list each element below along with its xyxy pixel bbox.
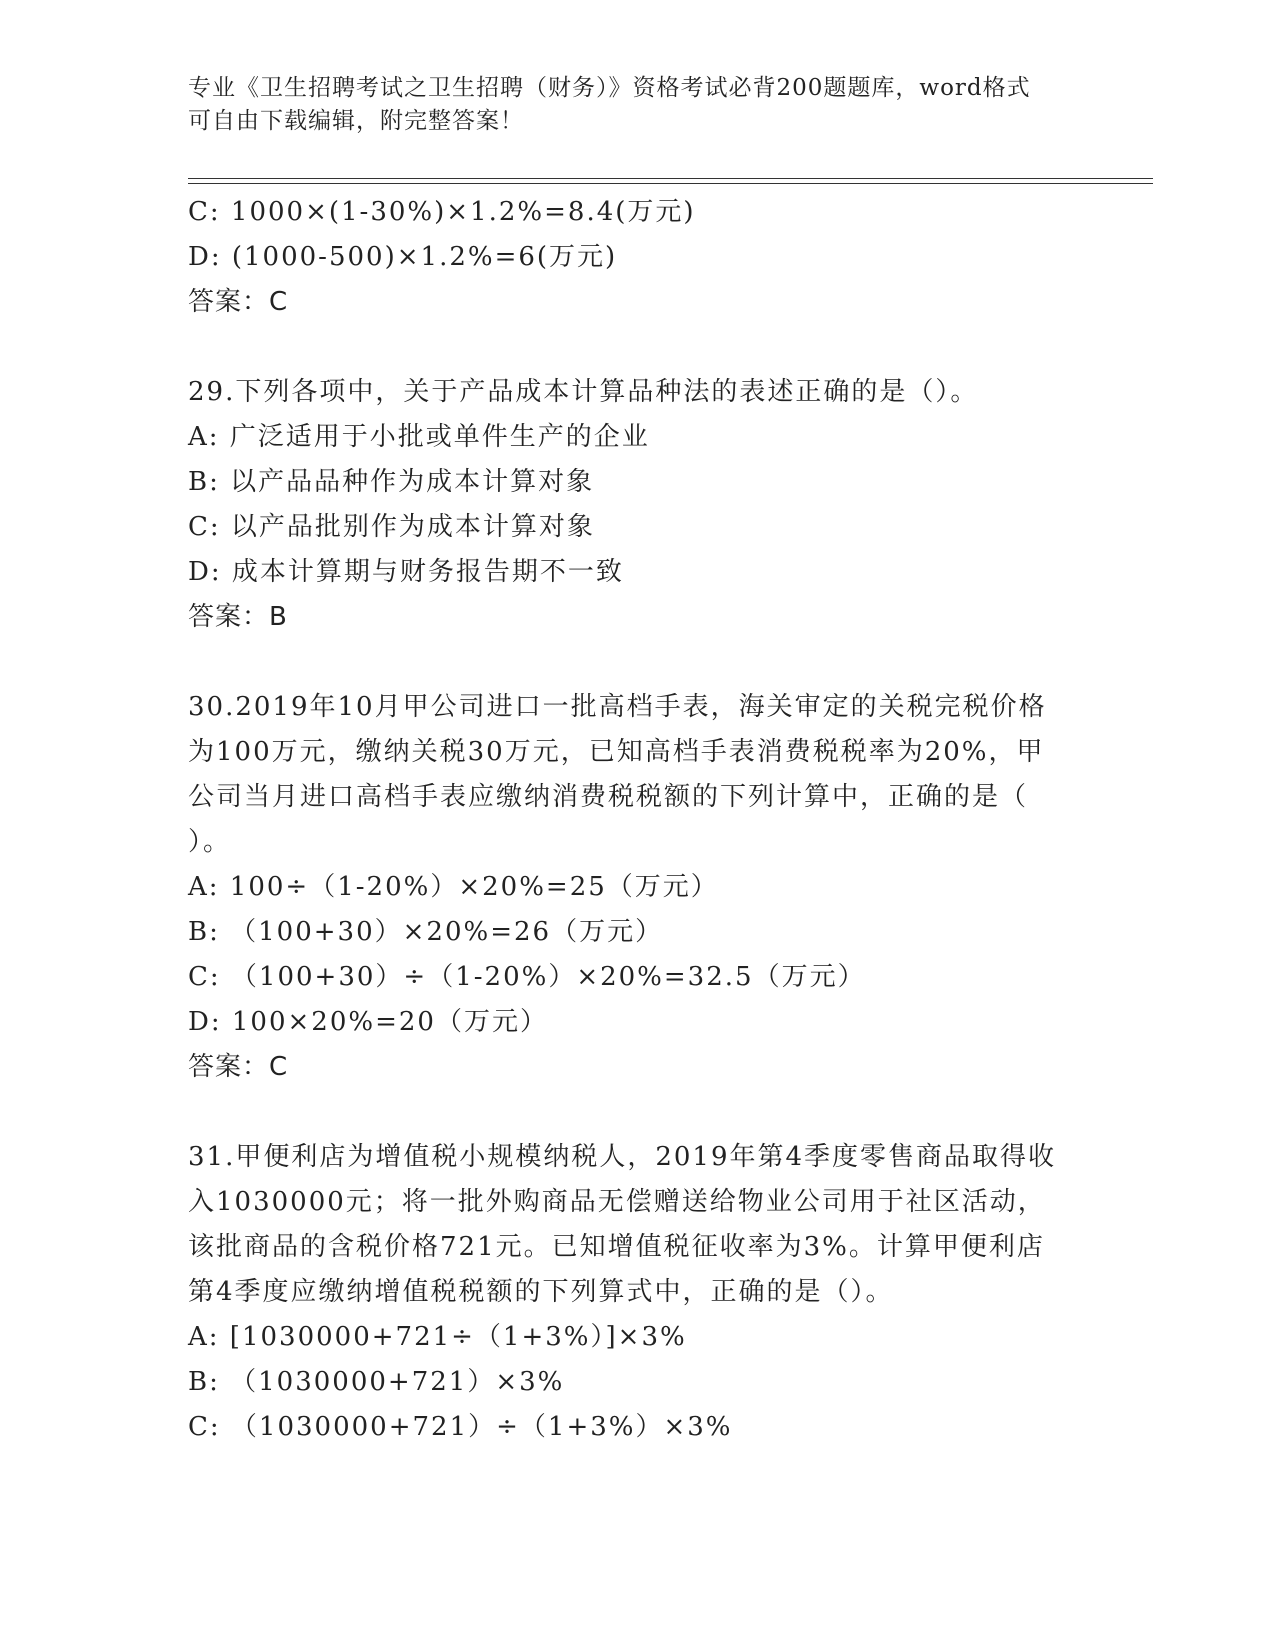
option-d: D: (1000-500)×1.2%=6(万元) — [188, 242, 618, 272]
header-divider-bottom — [188, 183, 1153, 184]
option-c: C: （1030000+721）÷（1+3%）×3% — [188, 1412, 733, 1442]
option-d: D: 成本计算期与财务报告期不一致 — [188, 557, 624, 587]
option-a: A: 100÷（1-20%）×20%=25（万元） — [188, 872, 719, 902]
question-text-line: 为100万元，缴纳关税30万元，已知高档手表消费税税率为20%，甲 — [188, 737, 1045, 767]
option-c: C: 1000×(1-30%)×1.2%=8.4(万元) — [188, 197, 696, 227]
question-text-line: 第4季度应缴纳增值税税额的下列算式中，正确的是（）。 — [188, 1277, 894, 1307]
question-28-continued — [188, 190, 1088, 325]
question-text-line: 30.2019年10月甲公司进口一批高档手表，海关审定的关税完税价格 — [188, 692, 1047, 722]
question-text-line: 公司当月进口高档手表应缴纳消费税税额的下列计算中，正确的是（ — [188, 782, 1029, 812]
option-c: C: 以产品批别作为成本计算对象 — [188, 512, 595, 542]
document-body — [188, 190, 1088, 1450]
option-d: D: 100×20%=20（万元） — [188, 1007, 548, 1037]
header-title-line-1: 专业《卫生招聘考试之卫生招聘（财务）》资格考试必背200题题库，word格式 — [188, 75, 1031, 101]
option-b: B: （100+30）×20%=26（万元） — [188, 917, 664, 947]
option-a: A: 广泛适用于小批或单件生产的企业 — [188, 422, 650, 452]
option-b: B: 以产品品种作为成本计算对象 — [188, 467, 595, 497]
option-a: A: [1030000+721÷（1+3%）]×3% — [188, 1322, 687, 1352]
header-title-line-2: 可自由下载编辑，附完整答案！ — [188, 108, 524, 134]
question-31 — [188, 1135, 1088, 1450]
document-header — [188, 72, 1068, 138]
question-30 — [188, 685, 1088, 1090]
question-text-line: 入1030000元；将一批外购商品无偿赠送给物业公司用于社区活动， — [188, 1187, 1046, 1217]
header-divider-top — [188, 178, 1153, 179]
question-text-line: 该批商品的含税价格721元。已知增值税征收率为3%。计算甲便利店 — [188, 1232, 1045, 1262]
answer-line: 答案：C — [188, 287, 289, 317]
option-c: C: （100+30）÷（1-20%）×20%=32.5（万元） — [188, 962, 866, 992]
question-text-line: ）。 — [188, 827, 232, 857]
answer-line: 答案：C — [188, 1052, 289, 1082]
answer-line: 答案：B — [188, 602, 288, 632]
question-29 — [188, 370, 1088, 640]
question-text-line: 31.甲便利店为增值税小规模纳税人，2019年第4季度零售商品取得收 — [188, 1142, 1057, 1172]
question-text: 29.下列各项中，关于产品成本计算品种法的表述正确的是（）。 — [188, 377, 979, 407]
option-b: B: （1030000+721）×3% — [188, 1367, 565, 1397]
